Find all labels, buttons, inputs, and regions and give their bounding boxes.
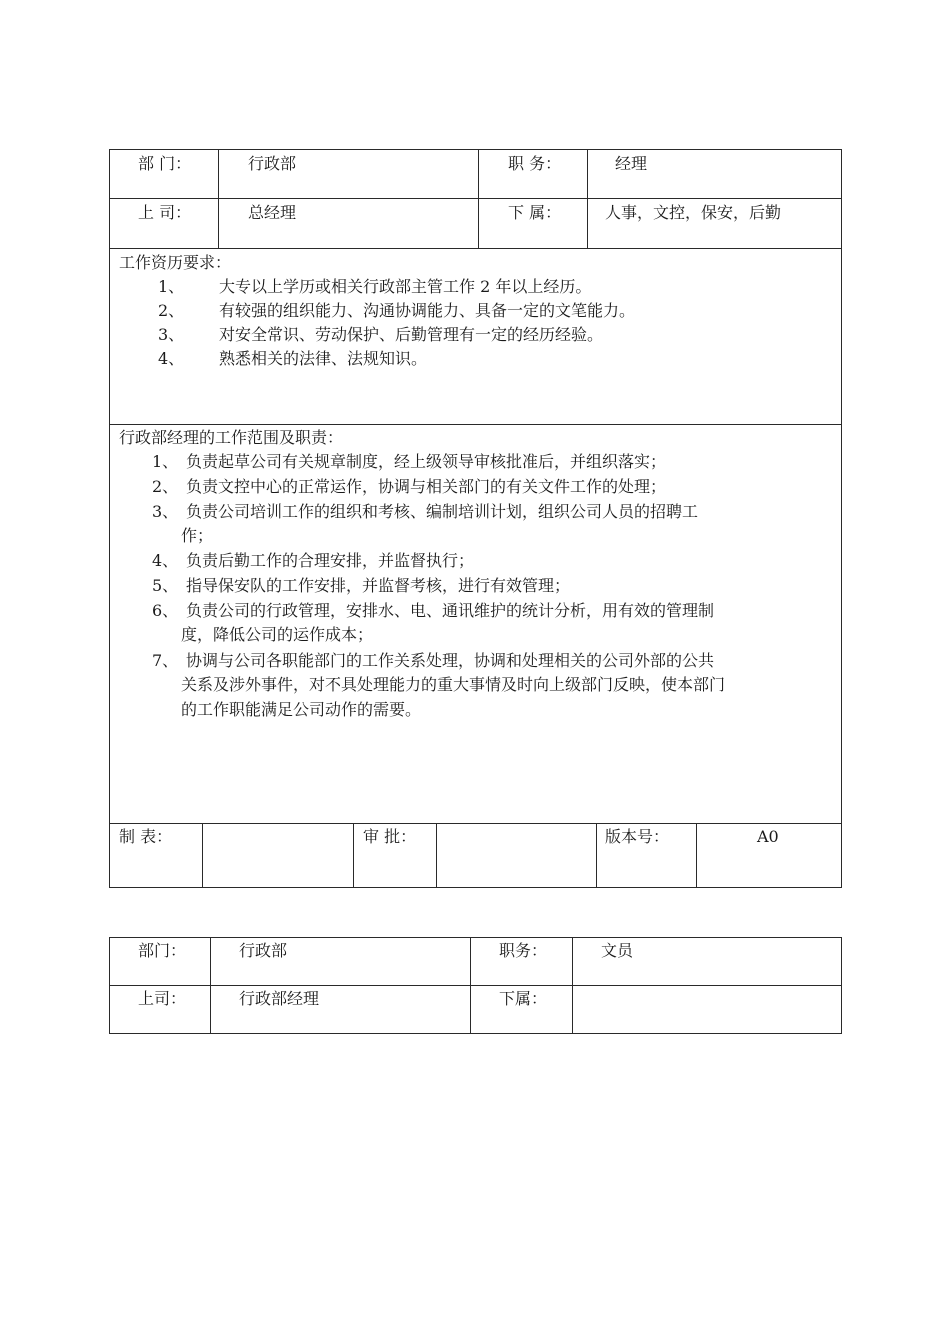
qualification-num-3: 3、 [158,325,185,344]
duty-num-2: 2、 [152,477,179,496]
duty-text-5: 指导保安队的工作安排，并监督考核，进行有效管理； [186,576,571,595]
superior-value: 总经理 [248,203,297,222]
qualification-text-2: 有较强的组织能力、沟通协调能力、具备一定的文笔能力。 [219,301,636,320]
duty-num-6: 6、 [152,601,179,620]
clerk-position-value-cell [572,937,842,986]
duty-num-5: 5、 [152,576,179,595]
made-by-label-cell [109,823,203,888]
dept-value-cell [218,149,479,199]
clerk-dept-value: 行政部 [239,941,288,960]
position-label-cell [478,149,588,199]
duty-num-3: 3、 [152,502,179,521]
approved-label-cell [353,823,437,888]
clerk-superior-label-cell [109,985,211,1034]
position-value-cell [587,149,842,199]
dept-label: 部 门： [138,154,192,173]
qualification-num-1: 1、 [158,277,185,296]
duty-text-2: 负责文控中心的正常运作，协调与相关部门的有关文件工作的处理； [186,477,667,496]
position-value: 经理 [615,154,648,173]
duty-num-1: 1、 [152,452,179,471]
qualification-num-4: 4、 [158,349,185,368]
clerk-superior-label: 上司： [138,989,187,1008]
dept-label-cell [109,149,219,199]
clerk-position-label-cell [470,937,573,986]
dept-value: 行政部 [248,154,297,173]
qualification-text-4: 熟悉相关的法律、法规知识。 [219,349,428,368]
clerk-superior-value-cell [210,985,471,1034]
duty-text-6-line-1: 负责公司的行政管理，安排水、电、通讯维护的统计分析，用有效的管理制 [186,601,715,620]
position-label: 职 务： [508,154,562,173]
clerk-position-label: 职务： [499,941,548,960]
duty-text-3-line-1: 负责公司培训工作的组织和考核、编制培训计划，组织公司人员的招聘工 [186,502,699,521]
approved-value-cell[interactable] [436,823,597,888]
superior-label: 上 司： [138,203,192,222]
superior-value-cell [218,198,479,249]
duty-text-3-line-2: 作； [181,526,214,545]
qualification-num-2: 2、 [158,301,185,320]
duty-text-7-line-2: 关系及涉外事件，对不具处理能力的重大事情及时向上级部门反映，使本部门 [181,675,726,694]
subordinate-value-cell [587,198,842,249]
duty-text-7-line-1: 协调与公司各职能部门的工作关系处理，协调和处理相关的公司外部的公共 [186,651,715,670]
subordinate-label: 下 属： [508,203,562,222]
duties-heading: 行政部经理的工作范围及职责： [119,428,344,447]
clerk-superior-value: 行政部经理 [239,989,320,1008]
qualification-text-3: 对安全常识、劳动保护、后勤管理有一定的经历经验。 [219,325,604,344]
version-value: A0 [757,827,779,846]
made-by-label: 制 表： [119,827,173,846]
qualifications-section [109,248,842,425]
clerk-subordinate-label: 下属： [499,989,548,1008]
duty-text-7-line-3: 的工作职能满足公司动作的需要。 [181,700,422,719]
clerk-dept-label: 部门： [138,941,187,960]
subordinate-label-cell [478,198,588,249]
duty-text-1: 负责起草公司有关规章制度，经上级领导审核批准后，并组织落实； [186,452,667,471]
qualifications-heading: 工作资历要求： [119,253,232,272]
duty-num-4: 4、 [152,551,179,570]
subordinate-value: 人事，文控，保安，后勤 [605,203,782,222]
version-label-cell [596,823,697,888]
clerk-position-value: 文员 [601,941,634,960]
version-label: 版本号： [605,827,670,846]
version-value-cell [696,823,842,888]
clerk-subordinate-label-cell [470,985,573,1034]
made-by-value-cell[interactable] [202,823,354,888]
clerk-dept-label-cell [109,937,211,986]
duty-text-6-line-2: 度，降低公司的运作成本； [181,625,374,644]
clerk-subordinate-value-cell[interactable] [572,985,842,1034]
duties-section [109,424,842,824]
qualification-text-1: 大专以上学历或相关行政部主管工作 2 年以上经历。 [219,277,592,296]
duty-num-7: 7、 [152,651,179,670]
superior-label-cell [109,198,219,249]
clerk-dept-value-cell [210,937,471,986]
approved-label: 审 批： [363,827,417,846]
duty-text-4: 负责后勤工作的合理安排，并监督执行； [186,551,475,570]
